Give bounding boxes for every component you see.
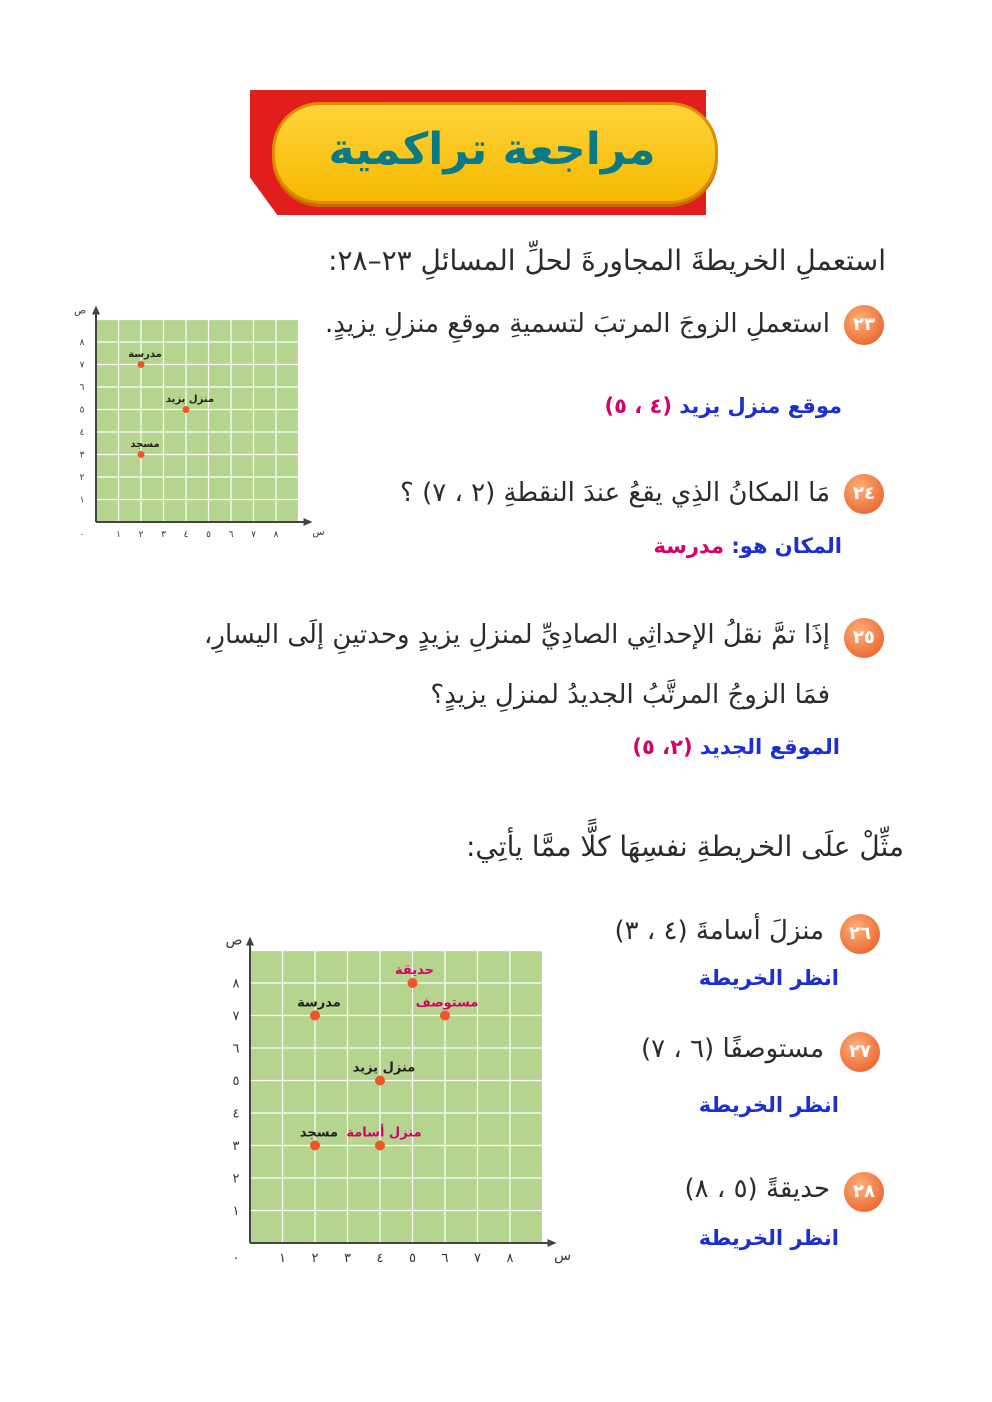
- x-tick-label: ٥: [206, 530, 211, 540]
- grid-background: [250, 951, 543, 1244]
- question-25-line2: فمَا الزوجُ المرتَّبُ الجديدُ لمنزلِ يزيدٍ؟: [430, 680, 830, 710]
- map-point: [138, 451, 145, 458]
- x-tick-label: ١: [279, 1251, 286, 1266]
- x-tick-label: ٣: [161, 530, 166, 540]
- x-tick-label: ٧: [474, 1251, 481, 1266]
- question-27-text: مستوصفًا (٦ ، ٧): [641, 1034, 824, 1064]
- y-tick-label: ٣: [79, 450, 85, 461]
- answer-23: [604, 394, 842, 418]
- question-25-line1: إذَا تمَّ نقلُ الإحداثِي الصادِيِّ لمنزلِ يزيدٍ وحدتينِ إلَى اليسارِ،: [204, 620, 830, 650]
- x-tick-label: ٧: [251, 530, 256, 540]
- x-axis-label: س: [553, 1248, 572, 1264]
- origin-label: ٠: [232, 1251, 240, 1266]
- y-tick-label: ٧: [79, 360, 85, 371]
- question-24-text: مَا المكانُ الذِي يقعُ عندَ النقطةِ (٢ ، ٧) ؟: [400, 478, 830, 508]
- map-point-label: حديقة: [395, 963, 434, 978]
- x-tick-label: ٤: [376, 1251, 384, 1266]
- x-tick-label: ١: [116, 530, 121, 540]
- question-number-25: ٢٥: [844, 618, 884, 658]
- map-point: [310, 1011, 320, 1021]
- y-tick-label: ١: [79, 495, 85, 506]
- map-point-label: مدرسة: [128, 349, 162, 360]
- answer-24-label: المكان هو:: [731, 534, 842, 558]
- x-tick-label: ٢: [138, 530, 144, 540]
- x-axis-arrow: [548, 1239, 557, 1247]
- answer-28: انظر الخريطة: [698, 1226, 839, 1250]
- answer-25-label: الموقع الجديد: [699, 735, 840, 759]
- large-coordinate-map: [210, 932, 580, 1275]
- section2-instruction: مثِّلْ علَى الخريطةِ نفسِهَا كلًّا ممَّا يأتِي:: [466, 830, 904, 863]
- y-axis-arrow: [246, 937, 254, 946]
- map-point-label: منزل يزيد: [165, 394, 215, 405]
- section-banner: [250, 90, 710, 218]
- y-tick-label: ٥: [232, 1073, 240, 1089]
- answer-23-label: موقع منزل يزيد: [679, 394, 842, 418]
- y-axis-label: ص: [73, 305, 87, 317]
- y-tick-label: ٣: [232, 1138, 240, 1154]
- answer-26: انظر الخريطة: [698, 966, 839, 990]
- x-axis-label: س: [312, 527, 325, 538]
- banner-title: مراجعة تراكمية: [328, 124, 656, 175]
- x-axis-arrow: [304, 518, 313, 526]
- question-number-27: ٢٧: [840, 1032, 880, 1072]
- map-point-label: مستوصف: [415, 995, 479, 1011]
- question-28-text: حديقةً (٥ ، ٨): [684, 1174, 830, 1204]
- map-point: [375, 1076, 385, 1086]
- y-tick-label: ٢: [232, 1171, 240, 1187]
- map-point: [138, 361, 145, 368]
- x-tick-label: ٣: [344, 1251, 351, 1266]
- map-point: [310, 1141, 320, 1151]
- answer-24-value: مدرسة: [653, 534, 725, 558]
- answer-25-value: (٢، ٥): [632, 735, 693, 759]
- map-point: [440, 1011, 450, 1021]
- origin-label: ٠: [79, 530, 85, 540]
- answer-23-value: (٤ ، ٥): [604, 394, 672, 418]
- map-point: [183, 406, 190, 413]
- y-tick-label: ٨: [232, 976, 240, 992]
- y-tick-label: ٤: [79, 428, 85, 438]
- question-number-23: ٢٣: [844, 305, 884, 345]
- question-number-26: ٢٦: [840, 914, 880, 954]
- y-axis-label: ص: [225, 932, 243, 949]
- y-tick-label: ٨: [79, 338, 85, 348]
- y-tick-label: ١: [232, 1203, 240, 1219]
- x-tick-label: ٨: [506, 1251, 514, 1266]
- answer-24: [653, 534, 842, 558]
- answer-27: انظر الخريطة: [698, 1093, 839, 1117]
- map-point-label: منزل يزيد: [352, 1060, 416, 1076]
- question-26-text: منزلَ أسامةَ (٤ ، ٣): [614, 916, 824, 946]
- map-point: [408, 978, 418, 988]
- map-point-label: مسجد: [130, 439, 160, 450]
- x-tick-label: ٦: [228, 530, 234, 540]
- x-tick-label: ٢: [311, 1251, 319, 1266]
- y-tick-label: ٥: [79, 405, 85, 416]
- y-tick-label: ٦: [232, 1041, 240, 1057]
- map-point-label: مدرسة: [297, 995, 341, 1011]
- y-tick-label: ٤: [232, 1106, 240, 1122]
- map-point-label: مسجد: [299, 1125, 339, 1141]
- x-tick-label: ٥: [409, 1251, 416, 1266]
- answer-25: [632, 735, 840, 759]
- y-axis-arrow: [92, 306, 100, 315]
- y-tick-label: ٧: [232, 1008, 240, 1024]
- y-tick-label: ٦: [79, 383, 85, 393]
- question-number-24: ٢٤: [844, 474, 884, 514]
- small-coordinate-map: [70, 300, 325, 540]
- question-23-text: استعملِ الزوجَ المرتبَ لتسميةِ موقعِ منزلِ يزيدٍ.: [325, 309, 830, 339]
- map-point-label: منزل أسامة: [346, 1125, 422, 1141]
- map-point: [375, 1141, 385, 1151]
- x-tick-label: ٦: [441, 1251, 449, 1266]
- x-tick-label: ٨: [273, 530, 279, 540]
- x-tick-label: ٤: [183, 530, 189, 540]
- grid-background: [96, 320, 299, 523]
- section1-instruction: استعملِ الخريطةَ المجاورةَ لحلِّ المسائلِ ٢٣–٢٨:: [328, 244, 886, 277]
- y-tick-label: ٢: [79, 473, 85, 483]
- question-number-28: ٢٨: [844, 1172, 884, 1212]
